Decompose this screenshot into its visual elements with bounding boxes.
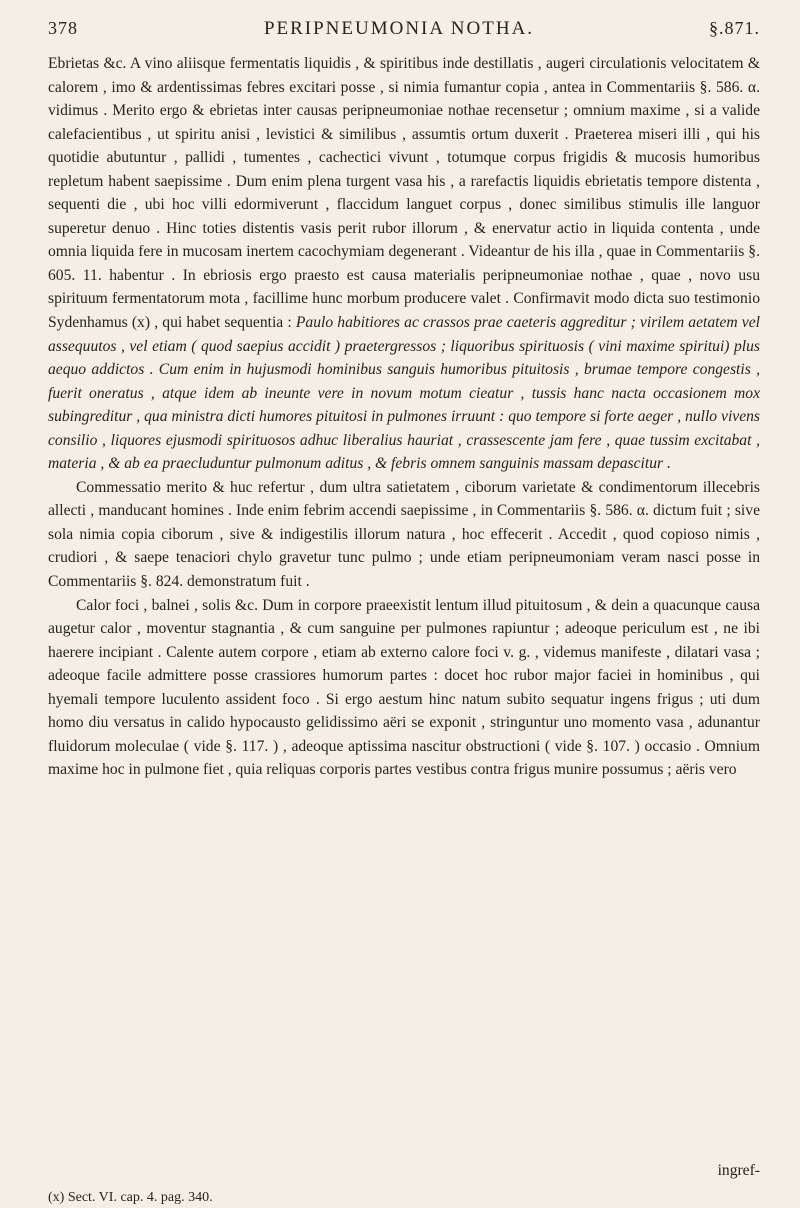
footnote-mark: (x) <box>48 1190 65 1205</box>
running-head <box>48 18 760 52</box>
paragraph-ebrietas <box>48 52 760 476</box>
footnote <box>48 1190 213 1206</box>
footnote-text: Sect. VI. cap. 4. pag. 340. <box>67 1190 213 1205</box>
catchword: ingref- <box>717 1162 760 1179</box>
page-number: 378 <box>48 18 78 38</box>
body-text <box>48 52 760 782</box>
section-reference: §.871. <box>709 18 760 38</box>
running-title: PERIPNEUMONIA NOTHA. <box>263 18 535 39</box>
paragraph-calor: Calor foci , balnei , solis &c. Dum in corpore praeexistit lentum illud pituitosum , & dein a quacunque causa augetur calor , moventur stagnantia , & cum sanguine per pulmones rapiuntur ; adeoque periculum est , ne ibi haerere incipiant . Calente autem corpore , etiam ab externo calore foci v. g. , videmus manifeste , dilatari vasa ; adeoque facile admittere posse crassiores humorum partes : docet hoc rubor major faciei in hominibus , qui hyemali tempore luculento assident foco . Si ergo aestum hinc natum subito sequatur ingens frigus ; uti dum homo diu versatus in calido hypocausto gelidissimo aëri se exponit , stringuntur uno momento vasa , adunantur fluidorum moleculae ( vide §. 117. ) , adeoque aptissima nascitur obstructioni ( vide §. 107. ) occasio . Omnium maxime hoc in pulmone fiet , quia reliquas corporis partes vestibus contra frigus munire possumus ; aëris vero <box>48 596 760 779</box>
sydenham-quotation: Paulo habitiores ac crassos prae caeteris aggreditur ; virilem aetatem vel assequutos , vel etiam ( quod saepius accidit ) praetergressos ; liquoribus spirituosis ( vini maxime spiritui) plus aequo addictos . Cum enim in hujusmodi hominibus sanguis humoribus pituitosis , brumae tempore congestis , fuerit oneratus , atque idem ab ineunte vere in novum motum cieatur , tussis hanc nacta occasionem mox subingreditur , qua ministra dicti humores pituitosi in pulmones irruunt : quo tempore si forte aeger , nullo vivens consilio , liquores ejusmodi spirituosos adhuc liberalius hauriat , crassescente jam fere , quae tussim excitabat , materia , & ab ea praecluduntur pulmonum aditus , & febris omnem sanguinis massam depascitur . <box>48 314 760 473</box>
paragraph-commessatio: Commessatio merito & huc refertur , dum ultra satietatem , ciborum varietate & condimentorum illecebris allecti , manducant homines . Inde enim febrim accendi saepissime , in Commentariis §. 586. α. dictum fuit ; sive sola nimia copia ciborum , sive & indigestilis illorum natura , hoc effecerit . Accedit , quod copioso nimis , crudiori , & saepe tenaciori chylo gravetur tunc pulmo ; unde etiam peripneumoniam veram nasci posse in Commentariis §. 824. demonstratum fuit . <box>48 478 760 591</box>
paragraph-ebrietas-text: Ebrietas &c. A vino aliisque fermentatis liquidis , & spiritibus inde destillatis , augeri circulationis velocitatem & calorem , imo & ardentissimas febres excitari posse , si nimia fumantur copia , antea in Commentariis §. 586. α. vidimus . Merito ergo & ebrietas inter causas peripneumoniae nothae recensetur ; omnium maxime , si a valide calefacientibus , ut spiritu anisi , levistici & similibus , assumtis ortum duxerit . Praeterea miseri illi , qui his quotidie abutuntur , pallidi , tumentes , cachectici vivunt , totumque corpus frigidis & mucosis humoribus repletum habent saepissime . Dum enim plena turgent vasa his , a rarefactis liquidis ebrietatis tempore distenta , sequenti die , ubi hoc villi edormiverunt , flaccidum languet corpus , donec similibus stimulis ille languor superetur denuo . Hinc toties distentis vasis perit rubor illorum , & enervatur actio in liquida contenta , unde omnia liquida fere in mucosam inertem cacochymiam degenerant . Videantur de his illa , quae in Commentariis §. 605. 11. habentur . In ebriosis ergo praesto est causa materialis peripneumoniae nothae , quae , novo usu spirituum fermentatorum mota , facillime hunc morbum producere valet . Confirmavit modo dicta suo testimonio Sydenhamus (x) , qui habet sequentia : <box>48 55 760 332</box>
